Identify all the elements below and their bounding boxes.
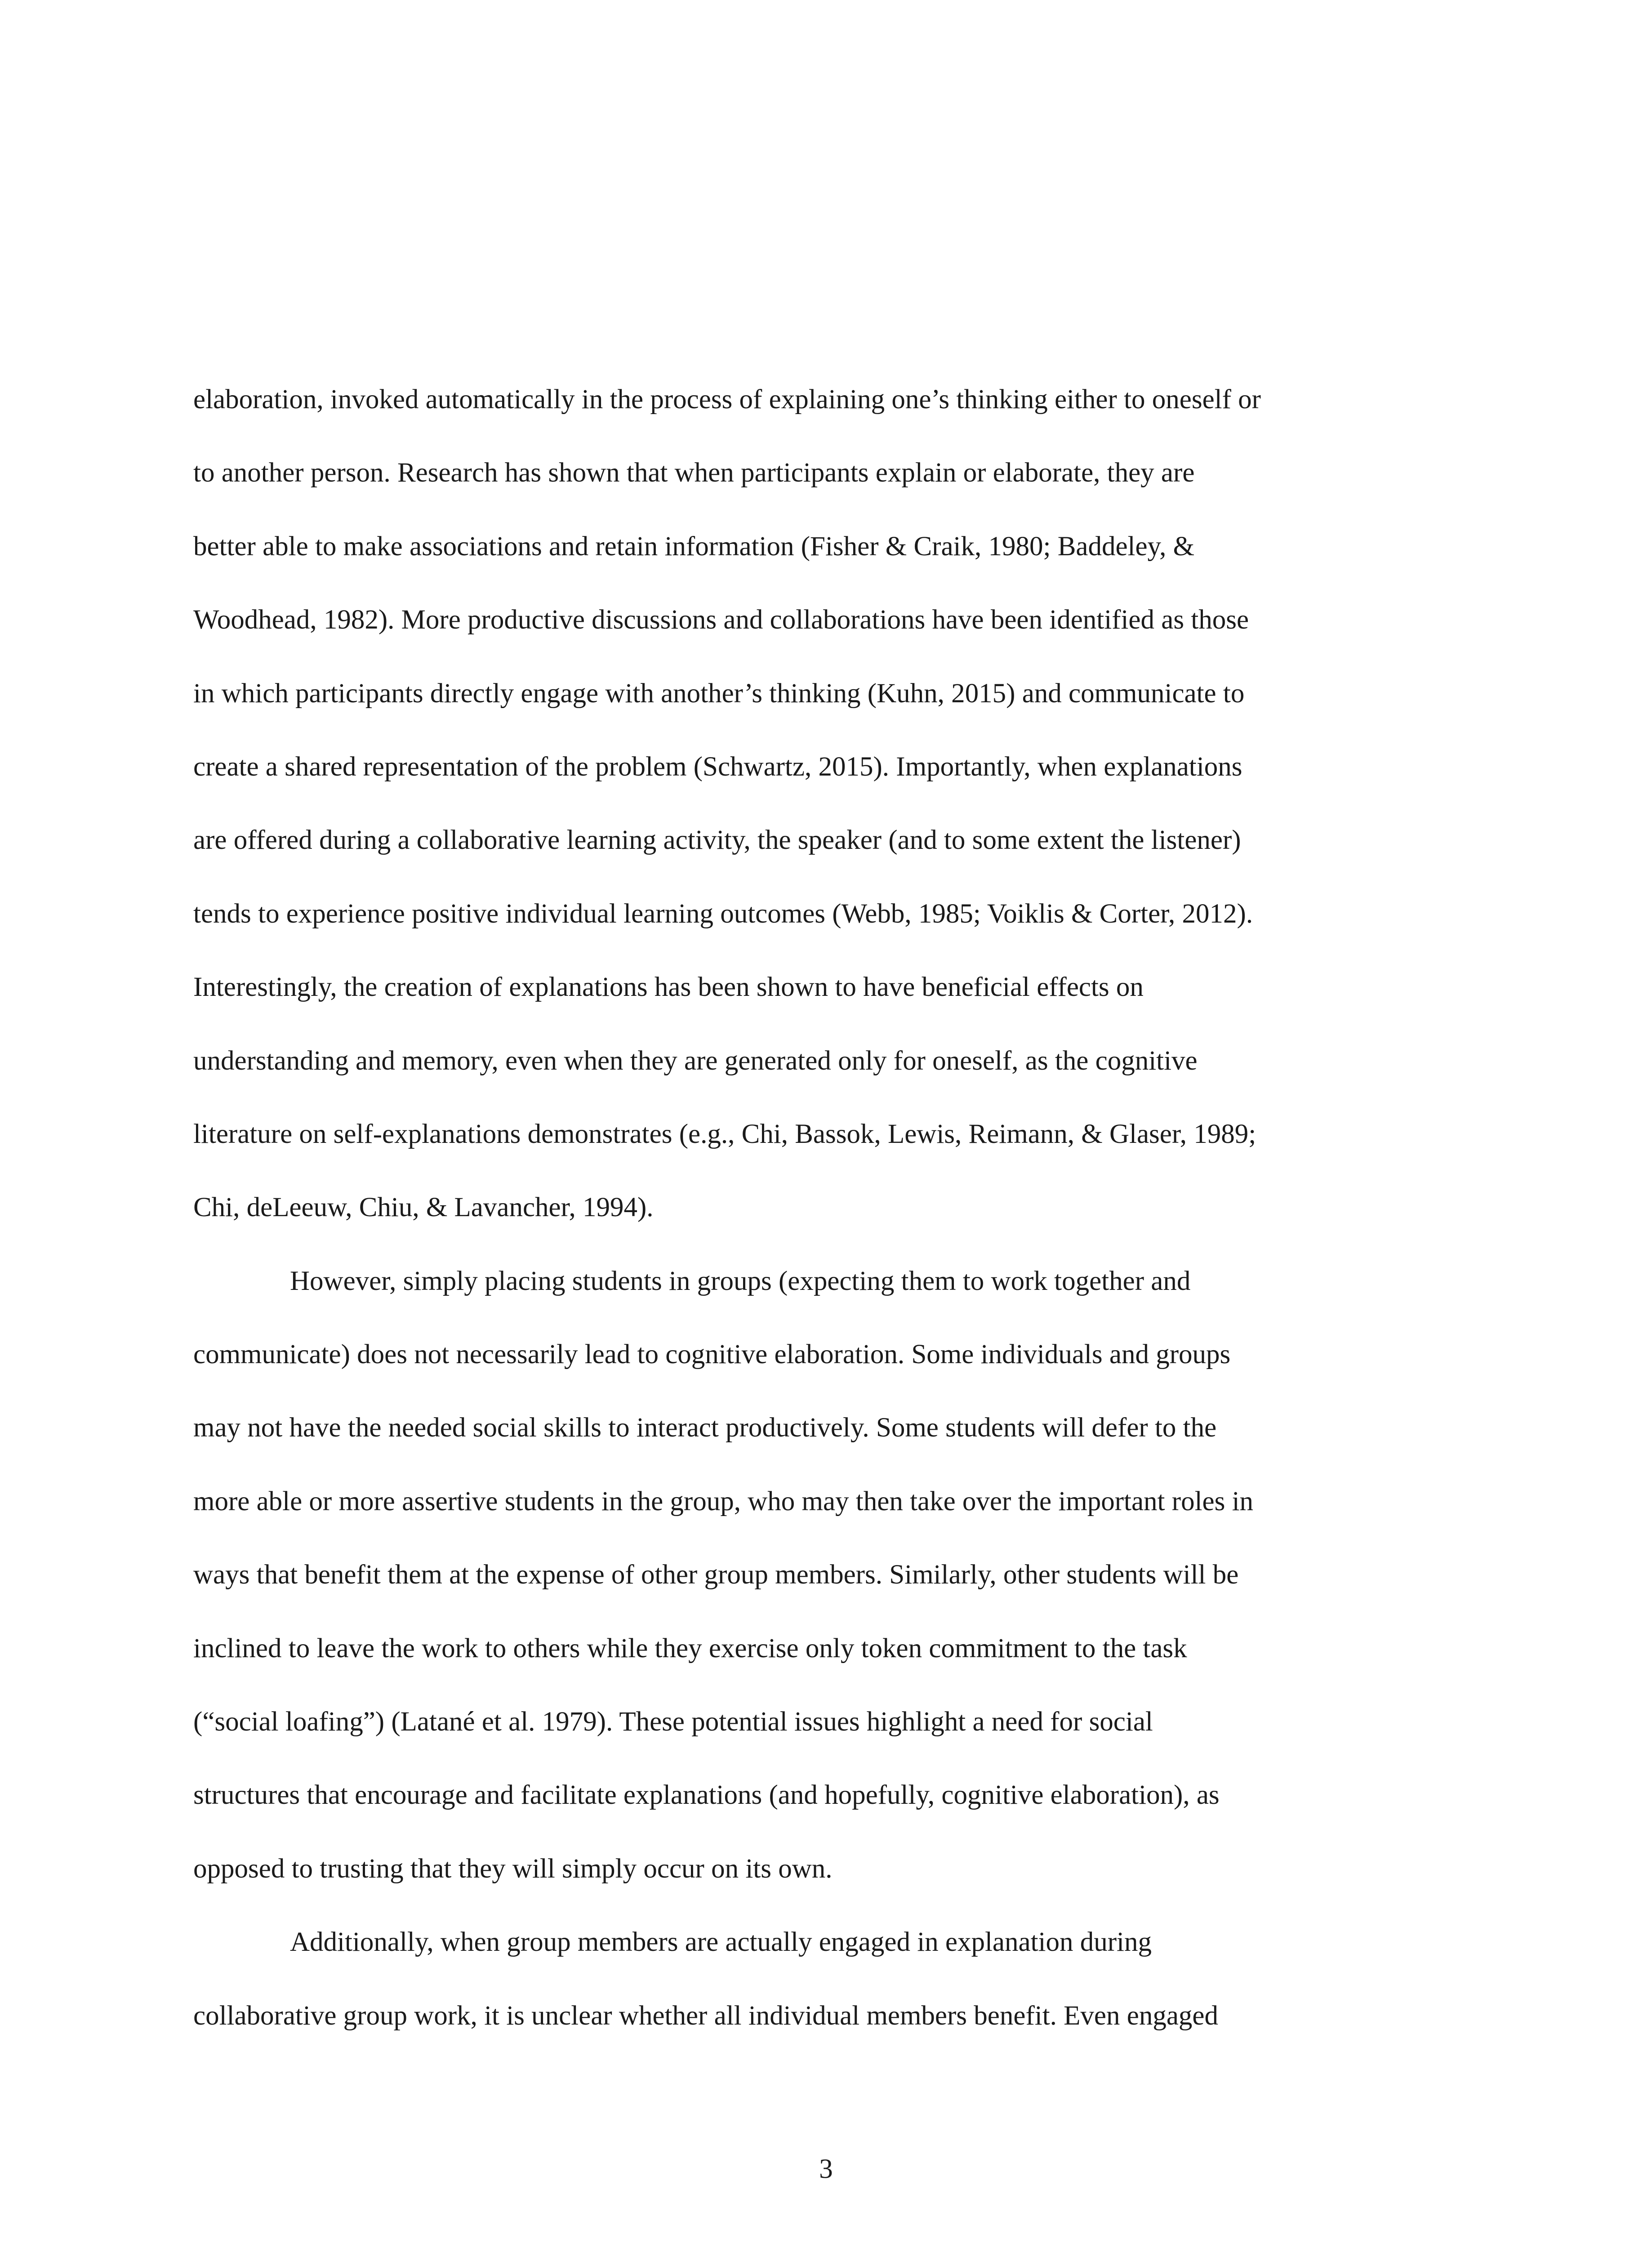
text-line: create a shared representation of the problem (Schwartz, 2015). Importantly, when explanations bbox=[193, 751, 1242, 782]
text-line: structures that encourage and facilitate explanations (and hopefully, cognitive elaboration), as bbox=[193, 1780, 1220, 1811]
text-line: to another person. Research has shown that when participants explain or elaborate, they are bbox=[193, 458, 1195, 488]
text-line: better able to make associations and retain information (Fisher & Craik, 1980; Baddeley, & bbox=[193, 531, 1195, 562]
text-line: understanding and memory, even when they are generated only for oneself, as the cognitive bbox=[193, 1045, 1198, 1076]
text-line: are offered during a collaborative learning activity, the speaker (and to some extent the listener) bbox=[193, 825, 1241, 856]
text-line: elaboration, invoked automatically in the process of explaining one’s thinking either to oneself or bbox=[193, 384, 1261, 415]
text-line: Woodhead, 1982). More productive discussions and collaborations have been identified as those bbox=[193, 605, 1249, 635]
text-line: (“social loafing”) (Latané et al. 1979). These potential issues highlight a need for social bbox=[193, 1707, 1153, 1737]
text-line: ways that benefit them at the expense of other group members. Similarly, other students will be bbox=[193, 1560, 1239, 1590]
text-line: more able or more assertive students in the group, who may then take over the important roles in bbox=[193, 1486, 1254, 1517]
text-line: in which participants directly engage with another’s thinking (Kuhn, 2015) and communicate to bbox=[193, 678, 1245, 709]
text-line: may not have the needed social skills to interact productively. Some students will defer to the bbox=[193, 1413, 1217, 1443]
paragraph-first-line: Additionally, when group members are actually engaged in explanation during bbox=[290, 1927, 1152, 1958]
paragraph-first-line: However, simply placing students in groups (expecting them to work together and bbox=[290, 1266, 1191, 1296]
text-line: opposed to trusting that they will simply occur on its own. bbox=[193, 1853, 833, 1884]
text-line: collaborative group work, it is unclear whether all individual members benefit. Even engaged bbox=[193, 2000, 1218, 2031]
text-line: Chi, deLeeuw, Chiu, & Lavancher, 1994). bbox=[193, 1192, 654, 1223]
body-text bbox=[193, 363, 1456, 2052]
text-line: inclined to leave the work to others while they exercise only token commitment to the task bbox=[193, 1633, 1187, 1664]
text-line: tends to experience positive individual learning outcomes (Webb, 1985; Voiklis & Corter, 2012). bbox=[193, 898, 1253, 929]
page-number: 3 bbox=[819, 2154, 833, 2184]
text-line: literature on self-explanations demonstrates (e.g., Chi, Bassok, Lewis, Reimann, & Glaser, 1989; bbox=[193, 1119, 1256, 1149]
text-line: Interestingly, the creation of explanations has been shown to have beneficial effects on bbox=[193, 972, 1144, 1003]
text-line: communicate) does not necessarily lead to cognitive elaboration. Some individuals and groups bbox=[193, 1339, 1231, 1370]
